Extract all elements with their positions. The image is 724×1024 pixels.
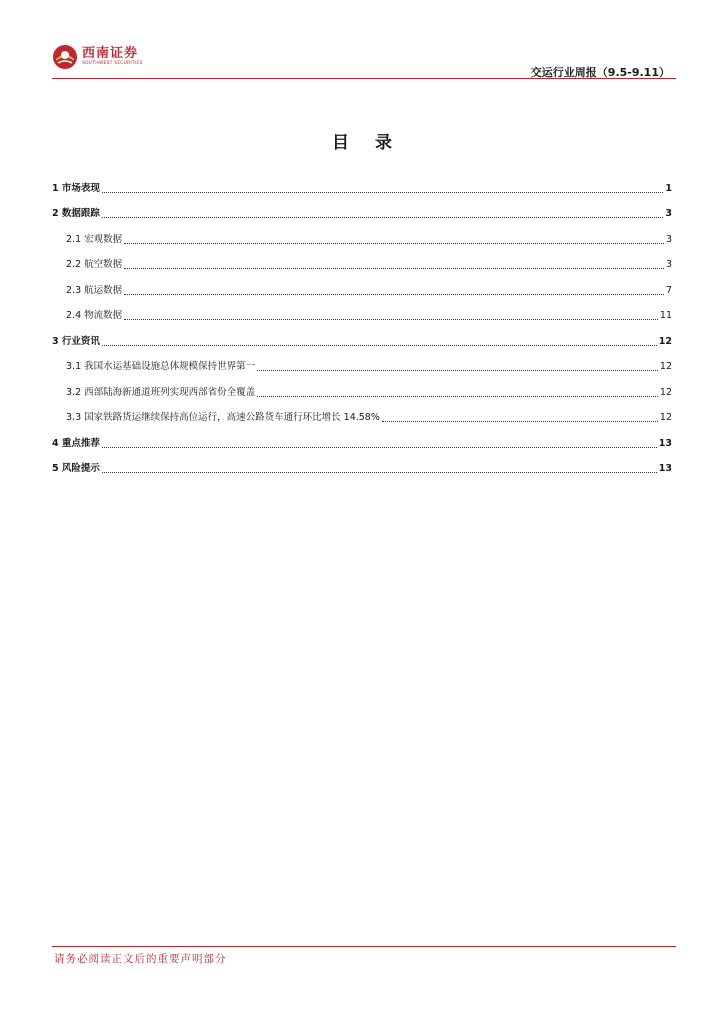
toc-entry-label[interactable]: 3.3 国家铁路货运继续保持高位运行，高速公路货车通行环比增长 14.58% <box>66 412 380 423</box>
toc-entry-page-number[interactable]: 12 <box>658 335 672 347</box>
toc-entry-page-number[interactable]: 7 <box>665 284 672 296</box>
toc-entry-page-number[interactable]: 12 <box>659 361 672 372</box>
toc-entry-label[interactable]: 2.3 航运数据 <box>66 284 123 296</box>
toc-dot-leader <box>102 192 663 193</box>
toc-entry[interactable] <box>52 450 672 476</box>
logo-chinese-name: 西南证券 <box>82 46 139 62</box>
toc-entry-label[interactable]: 3.2 西部陆海新通道班列实现西部省份全覆盖 <box>66 386 256 398</box>
toc-heading: 目 录 <box>332 133 402 153</box>
toc-entry[interactable] <box>52 169 672 195</box>
toc-dot-leader <box>382 421 658 422</box>
toc-entry-label[interactable]: 1 市场表现 <box>52 182 100 194</box>
toc-entry[interactable] <box>52 373 672 399</box>
toc-dot-leader <box>102 472 657 473</box>
toc-entry[interactable] <box>52 297 672 323</box>
report-title: 交运行业周报（9.5-9.11） <box>530 66 670 79</box>
table-of-contents <box>52 169 672 475</box>
toc-entry-page-number[interactable]: 3 <box>665 233 672 245</box>
toc-entry[interactable] <box>52 195 672 221</box>
company-logo <box>52 44 143 70</box>
toc-entry[interactable] <box>52 220 672 246</box>
toc-dot-leader <box>102 447 657 448</box>
toc-entry-page-number[interactable]: 13 <box>658 437 672 449</box>
toc-entry-page-number[interactable]: 13 <box>658 463 672 474</box>
toc-entry-label[interactable]: 4 重点推荐 <box>52 437 100 449</box>
toc-entry-page-number[interactable]: 1 <box>665 182 672 194</box>
toc-dot-leader <box>102 217 663 218</box>
page-header <box>52 40 676 80</box>
toc-entry-label[interactable]: 2.2 航空数据 <box>66 259 123 270</box>
logo-english-name: SOUTHWEST SECURITIES <box>82 61 143 67</box>
toc-entry[interactable] <box>52 322 672 348</box>
toc-entry[interactable] <box>52 246 672 272</box>
toc-entry[interactable] <box>52 271 672 297</box>
toc-entry-label[interactable]: 3 行业资讯 <box>52 335 100 347</box>
toc-entry-page-number[interactable]: 3 <box>665 259 672 270</box>
toc-entry-label[interactable]: 3.1 我国水运基础设施总体规模保持世界第一 <box>66 361 256 372</box>
toc-entry[interactable] <box>52 348 672 374</box>
toc-entry-label[interactable]: 2.4 物流数据 <box>66 310 123 321</box>
toc-entry-page-number[interactable]: 3 <box>665 208 672 219</box>
toc-dot-leader <box>124 268 664 269</box>
disclaimer-note: 请务必阅读正文后的重要声明部分 <box>54 953 227 965</box>
toc-entry-label[interactable]: 2 数据跟踪 <box>52 208 100 219</box>
logo-wordmark <box>82 47 143 67</box>
toc-entry[interactable] <box>52 399 672 425</box>
toc-dot-leader <box>124 319 658 320</box>
toc-entry[interactable] <box>52 424 672 450</box>
toc-dot-leader <box>124 294 664 295</box>
toc-entry-label[interactable]: 5 风险提示 <box>52 463 100 474</box>
header-divider <box>52 78 676 79</box>
toc-entry-page-number[interactable]: 12 <box>659 412 672 423</box>
toc-dot-leader <box>257 396 658 397</box>
toc-dot-leader <box>102 345 657 346</box>
toc-entry-page-number[interactable]: 11 <box>659 310 672 321</box>
footer-divider <box>52 946 676 947</box>
toc-entry-label[interactable]: 2.1 宏观数据 <box>66 233 123 245</box>
toc-entry-page-number[interactable]: 12 <box>659 386 672 398</box>
toc-dot-leader <box>257 370 658 371</box>
southwest-securities-logo-icon <box>52 44 78 70</box>
toc-dot-leader <box>124 243 664 244</box>
